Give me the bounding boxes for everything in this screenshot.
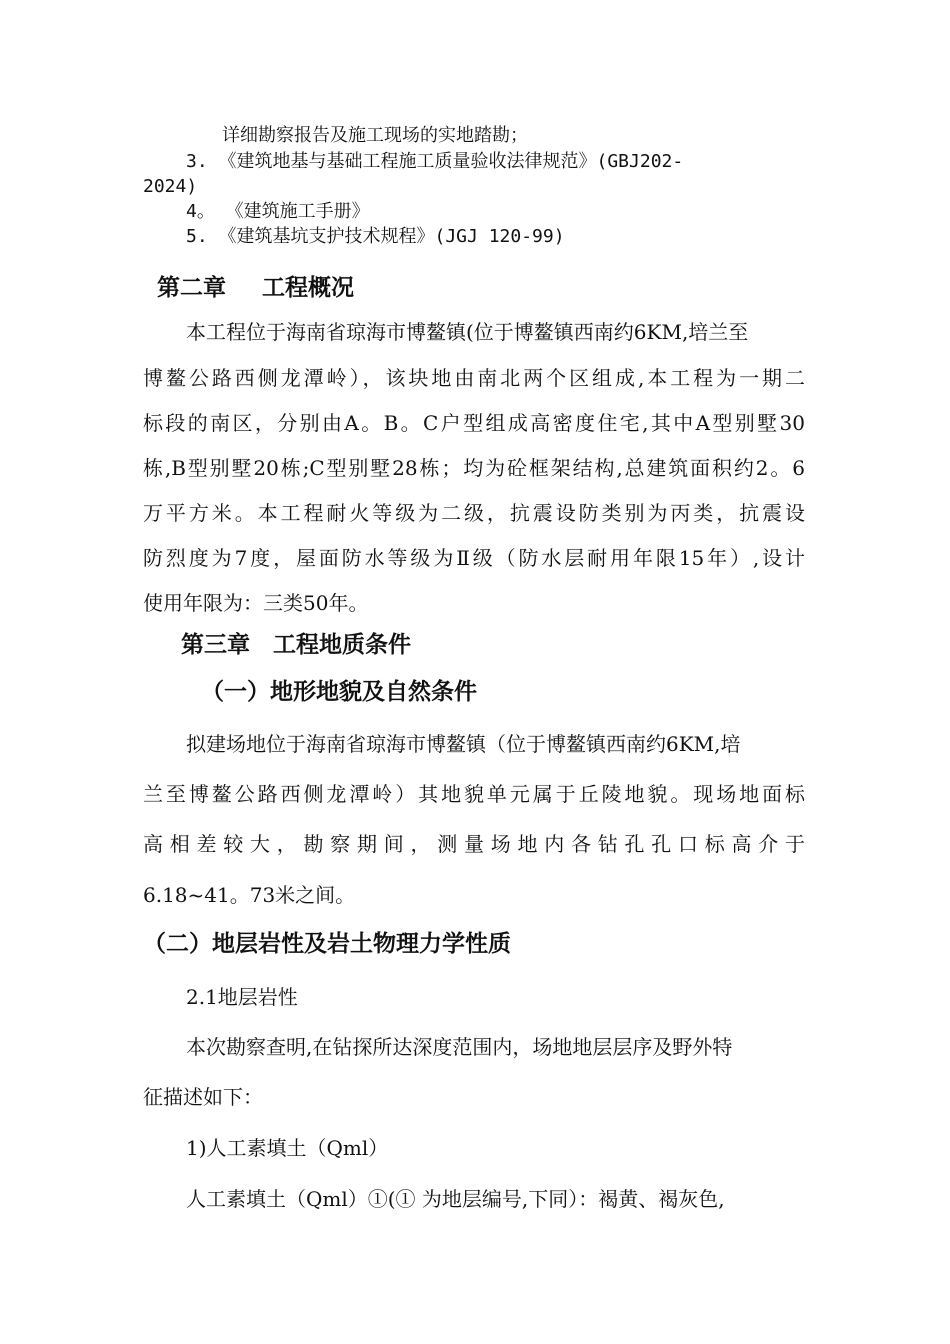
chapter-2-heading: [157, 273, 354, 303]
list-item-1-title: 1)人工素填土（Qml）: [186, 1136, 389, 1160]
chapter-2-title: 工程概况: [262, 275, 354, 301]
reference-item-3: 3. 《建筑地基与基础工程施工质量验收法律规范》(GBJ202-: [186, 151, 684, 172]
chapter-2-line-4: 栋,B型别墅20栋;C型别墅28栋；均为砼框架结构,总建筑面积约2。6: [143, 456, 805, 480]
chapter-2-line-1: 本工程位于海南省琼海市博鳌镇(位于博鳌镇西南约6KM,培兰至: [186, 320, 749, 344]
subsection-2-1: 2.1地层岩性: [186, 985, 298, 1009]
list-item-1-description: 人工素填土（Qml）①(① 为地层编号,下同）：褐黄、褐灰色,: [186, 1187, 725, 1211]
section-2-line-1: 本次勘察查明,在钻探所达深度范围内，场地地层层序及野外特: [186, 1035, 733, 1059]
reference-item-4: 4。 《建筑施工手册》: [186, 201, 370, 222]
reference-item-5: 5. 《建筑基坑支护技术规程》(JGJ 120-99): [186, 226, 565, 247]
section-1-line-4: 6.18~41。73米之间。: [143, 883, 356, 907]
reference-continuation: 详细勘察报告及施工现场的实地踏勘；: [222, 125, 528, 146]
chapter-2-line-2: 博鳌公路西侧龙潭岭），该块地由南北两个区组成,本工程为一期二: [143, 366, 805, 390]
reference-item-3-cont: 2024): [143, 176, 198, 197]
section-2-line-2: 征描述如下：: [143, 1085, 263, 1109]
chapter-3-heading: 第三章 工程地质条件: [181, 632, 411, 658]
chapter-2-line-6: 防烈度为7度，屋面防水等级为Ⅱ级（防水层耐用年限15年）,设计: [143, 546, 805, 570]
section-2-heading: （二）地层岩性及岩土物理力学性质: [143, 931, 511, 957]
section-1-line-2: 兰至博鳌公路西侧龙潭岭）其地貌单元属于丘陵地貌。现场地面标: [143, 782, 805, 806]
chapter-2-line-3: 标段的南区，分别由A。B。C户型组成高密度住宅,其中A型别墅30: [143, 411, 805, 435]
chapter-2-number: 第二章: [157, 275, 226, 301]
chapter-2-line-5: 万平方米。本工程耐火等级为二级，抗震设防类别为丙类，抗震设: [143, 501, 805, 525]
section-1-heading: （一）地形地貌及自然条件: [201, 679, 477, 705]
section-1-line-1: 拟建场地位于海南省琼海市博鳌镇（位于博鳌镇西南约6KM,培: [186, 732, 741, 756]
chapter-2-line-7: 使用年限为：三类50年。: [143, 591, 369, 615]
section-1-line-3: 高相差较大，勘察期间，测量场地内各钻孔孔口标高介于: [143, 832, 805, 856]
